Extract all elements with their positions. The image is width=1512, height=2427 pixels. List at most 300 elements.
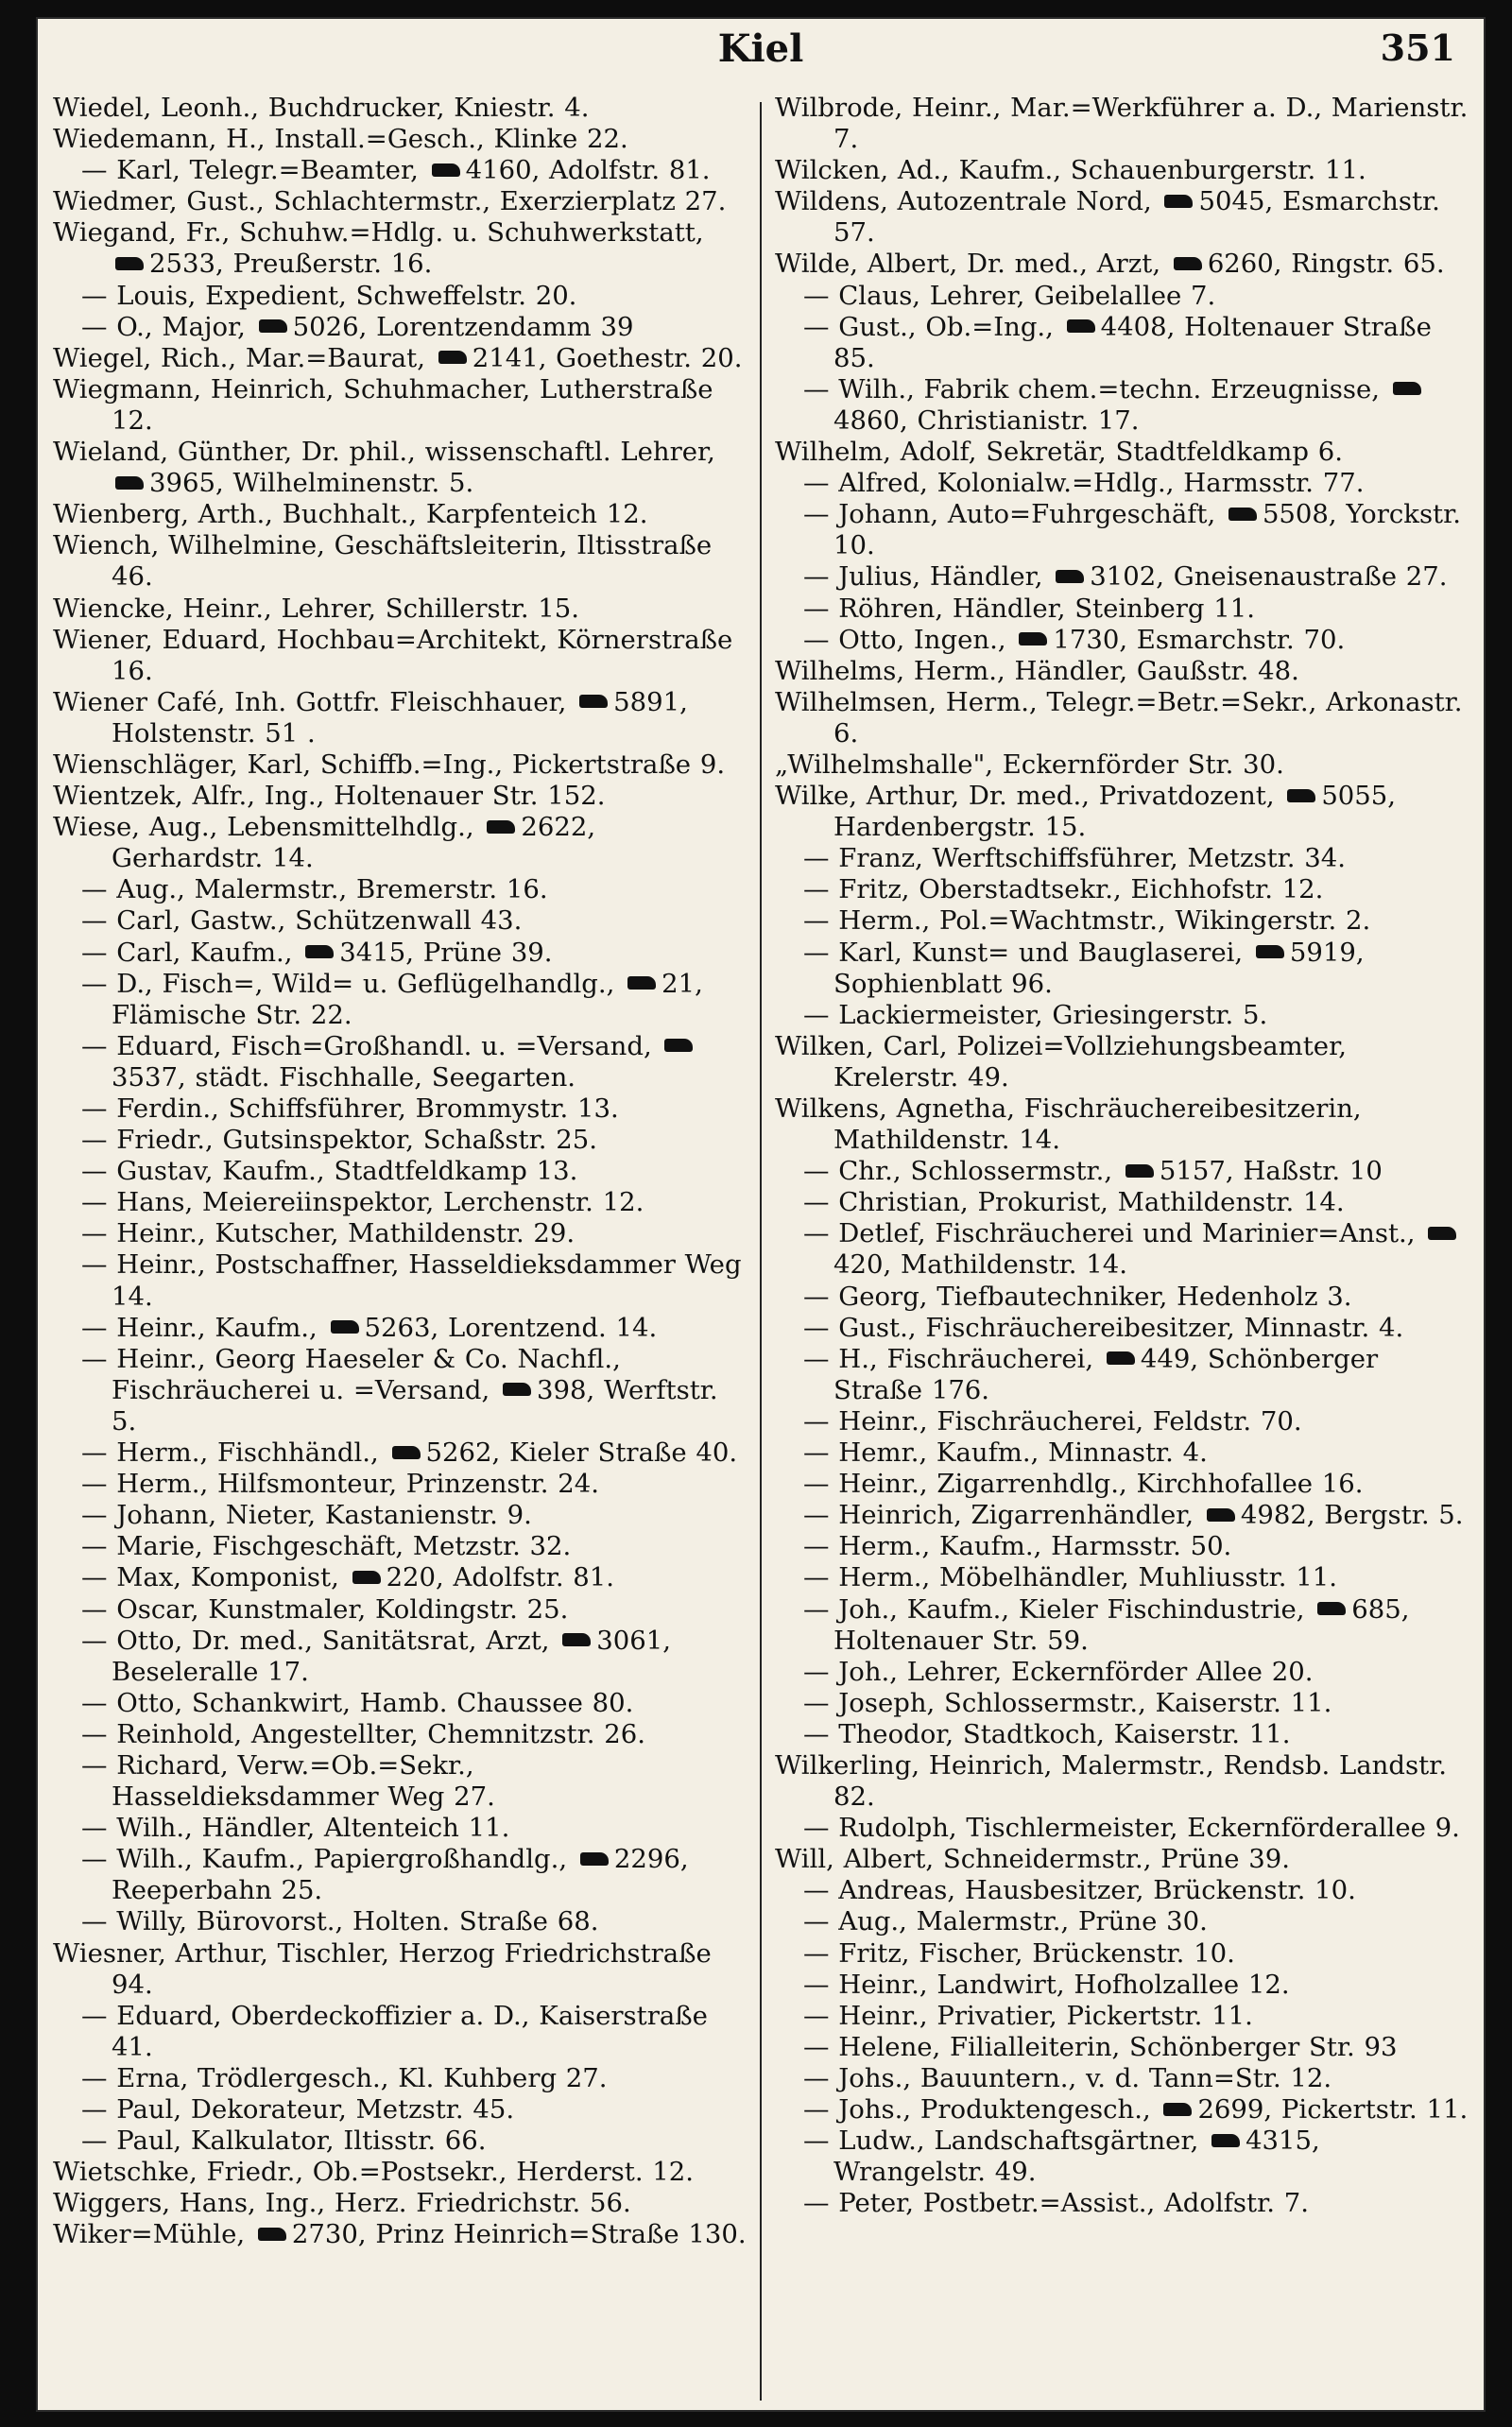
entry-text: Wilhelmsen, Herm., Telegr.=Betr.=Sekr., Arkonastr. 6.	[775, 686, 1463, 749]
phone-number: 420,	[833, 1249, 892, 1281]
telephone-icon	[1317, 1602, 1346, 1615]
entry-text: Georg, Tiefbautechniker, Hedenholz 3.	[838, 1281, 1352, 1312]
entry-text: Herm., Hilfsmonteur, Prinzenstr. 24.	[116, 1469, 599, 1500]
directory-entry	[53, 749, 747, 781]
entry-text: Wienschläger, Karl, Schiffb.=Ing., Pickertstraße 9.	[53, 749, 726, 780]
directory-entry	[775, 1875, 1469, 1906]
directory-entry	[775, 249, 1469, 280]
entry-text: Eduard, Fisch=Großhandl. u. =Versand,	[116, 1030, 662, 1061]
entry-text: D., Fisch=, Wild= u. Geflügelhandlg.,	[116, 968, 625, 999]
directory-entry	[53, 2001, 747, 2063]
directory-page	[38, 19, 1484, 2410]
phone-number: 5263,	[364, 1312, 439, 1343]
directory-entry	[775, 2094, 1469, 2126]
directory-entry	[775, 1906, 1469, 1937]
entry-text: Wiegel, Rich., Mar.=Baurat,	[53, 342, 435, 373]
telephone-icon	[562, 1633, 591, 1646]
directory-entry	[775, 1657, 1469, 1688]
entry-text: Helene, Filialleiterin, Schönberger Str. 93	[838, 2031, 1398, 2062]
entry-text-continued: Schönberger Straße 176.	[833, 1343, 1379, 1405]
directory-entry	[53, 1688, 747, 1719]
telephone-icon	[305, 945, 334, 958]
entry-text: Joh., Kaufm., Kieler Fischindustrie,	[838, 1593, 1314, 1625]
entry-text: Oscar, Kunstmaler, Koldingstr. 25.	[116, 1593, 569, 1625]
entry-text: Herm., Fischhändl.,	[116, 1437, 388, 1469]
directory-entry	[53, 1938, 747, 2001]
directory-entry	[775, 749, 1469, 781]
directory-entry	[775, 1719, 1469, 1750]
phone-number: 21,	[662, 968, 703, 999]
directory-entry	[53, 1469, 747, 1500]
entry-text-continued: Kieler Straße 40.	[500, 1437, 738, 1469]
phone-number: 5026,	[292, 311, 368, 342]
entry-text: Wieland, Günther, Dr. phil., wissenschaftl. Lehrer,	[53, 437, 715, 468]
phone-number: 5055,	[1321, 781, 1397, 812]
directory-entry	[775, 1218, 1469, 1281]
entry-text: Ferdin., Schiffsführer, Brommystr. 13.	[116, 1093, 619, 1124]
directory-entry	[775, 1469, 1469, 1500]
telephone-icon	[1107, 1351, 1135, 1365]
entry-text: Wiggers, Hans, Ing., Herz. Friedrichstr. 56.	[53, 2188, 631, 2219]
entry-text-continued: Gneisenaustraße 27.	[1164, 561, 1448, 593]
entry-text: Aug., Malermstr., Prüne 30.	[838, 1906, 1208, 1937]
telephone-icon	[1019, 632, 1047, 645]
directory-entry	[53, 343, 747, 374]
entry-text: Hemr., Kaufm., Minnastr. 4.	[838, 1437, 1208, 1469]
entry-text: Johs., Bauuntern., v. d. Tann=Str. 12.	[838, 2062, 1332, 2093]
entry-text: Wiker=Mühle,	[53, 2219, 254, 2250]
entry-text-continued: Preußerstr. 16.	[223, 249, 433, 280]
phone-number: 5919,	[1289, 937, 1365, 968]
phone-number: 3102,	[1090, 561, 1164, 593]
telephone-icon	[503, 1383, 531, 1396]
directory-entry	[53, 1249, 747, 1312]
directory-entry	[775, 1093, 1469, 1156]
entry-text: Karl, Telegr.=Beamter,	[116, 155, 428, 186]
directory-entry	[53, 1594, 747, 1626]
phone-number: 5508,	[1262, 499, 1337, 530]
entry-text-continued: Gerhardstr. 14.	[112, 843, 314, 874]
entry-text: Heinr., Landwirt, Hofholzallee 12.	[838, 1969, 1290, 2000]
entry-text: Wiedel, Leonh., Buchdrucker, Kniestr. 4.	[53, 93, 590, 123]
entry-text-continued: Yorckstr. 10.	[833, 499, 1461, 561]
directory-entry	[775, 1187, 1469, 1218]
entry-text: Heinr., Georg Haeseler & Co. Nachfl., Fischräucherei u. =Versand,	[112, 1343, 621, 1405]
phone-number: 2296,	[613, 1844, 689, 1875]
telephone-icon	[1056, 570, 1084, 583]
directory-entry	[53, 155, 747, 186]
entry-text: Wiener Café, Inh. Gottfr. Fleischhauer,	[53, 686, 576, 717]
telephone-icon	[1163, 2103, 1192, 2116]
directory-entry	[53, 1906, 747, 1937]
directory-entry	[53, 969, 747, 1031]
entry-text-continued: Goethestr. 20.	[546, 342, 743, 373]
directory-entry	[53, 812, 747, 874]
directory-entry	[53, 437, 747, 499]
entry-text: Wiesner, Arthur, Tischler, Herzog Friedrichstraße 94.	[53, 1937, 712, 2000]
entry-text-continued: städt. Fischhalle, Seegarten.	[185, 1061, 576, 1093]
entry-text: Otto, Ingen.,	[838, 624, 1016, 655]
directory-entry	[775, 1406, 1469, 1437]
directory-entry	[53, 1437, 747, 1469]
telephone-icon	[258, 2228, 286, 2241]
phone-number: 3415,	[339, 937, 414, 968]
entry-text: Erna, Trödlergesch., Kl. Kuhberg 27.	[116, 2062, 608, 2093]
directory-entry	[775, 938, 1469, 1000]
entry-text-continued: Mathildenstr. 14.	[891, 1249, 1127, 1281]
directory-entry	[775, 2032, 1469, 2063]
directory-entry	[775, 1156, 1469, 1187]
entry-text: Paul, Dekorateur, Metzstr. 45.	[116, 2094, 515, 2125]
directory-entry	[53, 1218, 747, 1249]
entry-text: Max, Komponist,	[116, 1562, 349, 1593]
directory-entry	[53, 530, 747, 593]
phone-number: 6260,	[1207, 249, 1282, 280]
entry-text: Chr., Schlossermstr.,	[838, 1156, 1122, 1187]
directory-entry	[53, 1813, 747, 1844]
directory-entry	[775, 499, 1469, 561]
entry-text: Wilcken, Ad., Kaufm., Schauenburgerstr. 11.	[775, 155, 1366, 186]
telephone-icon	[627, 976, 656, 990]
telephone-icon	[331, 1320, 359, 1334]
directory-entry	[53, 1531, 747, 1562]
entry-text: Gust., Ob.=Ing.,	[838, 311, 1063, 342]
phone-number: 2730,	[291, 2219, 367, 2250]
telephone-icon	[259, 319, 287, 333]
entry-text-continued: Adolfstr. 81.	[443, 1562, 615, 1593]
entry-text-continued: Ringstr. 65.	[1281, 249, 1445, 280]
entry-text: Wilbrode, Heinr., Mar.=Werkführer a. D., Marienstr. 7.	[775, 93, 1469, 155]
phone-number: 5891,	[613, 686, 688, 717]
entry-text-continued: Esmarchstr. 57.	[833, 186, 1440, 249]
telephone-icon	[1428, 1227, 1456, 1240]
entry-text: Otto, Dr. med., Sanitätsrat, Arzt,	[116, 1625, 559, 1656]
entry-text: Joseph, Schlossermstr., Kaiserstr. 11.	[838, 1687, 1332, 1718]
phone-number: 4982,	[1240, 1500, 1315, 1531]
left-column	[47, 93, 760, 2401]
entry-text: Willy, Bürovorst., Holten. Straße 68.	[116, 1906, 599, 1937]
entry-text: Wilkerling, Heinrich, Malermstr., Rendsb. Landstr. 82.	[775, 1749, 1447, 1813]
directory-entry	[53, 1031, 747, 1093]
entry-text: Heinr., Fischräucherei, Feldstr. 70.	[838, 1405, 1302, 1437]
entry-text: Heinr., Privatier, Pickertstr. 11.	[838, 2000, 1253, 2031]
entry-text: Paul, Kalkulator, Iltisstr. 66.	[116, 2126, 487, 2157]
directory-entry	[53, 1344, 747, 1437]
directory-entry	[775, 2126, 1469, 2188]
directory-entry	[775, 468, 1469, 499]
telephone-icon	[115, 257, 144, 270]
entry-text: „Wilhelmshalle", Eckernförder Str. 30.	[775, 749, 1284, 780]
phone-number: 4860,	[833, 404, 908, 436]
entry-text: Aug., Malermstr., Bremerstr. 16.	[116, 874, 548, 905]
entry-text: Wiedemann, H., Install.=Gesch., Klinke 22.	[53, 124, 628, 155]
directory-entry	[53, 2188, 747, 2219]
directory-entry	[53, 2157, 747, 2188]
directory-entry	[53, 781, 747, 812]
telephone-icon	[1174, 257, 1202, 270]
telephone-icon	[1256, 945, 1284, 958]
entry-text: Fritz, Fischer, Brückenstr. 10.	[838, 1937, 1235, 1969]
directory-entry	[775, 186, 1469, 249]
telephone-icon	[1228, 508, 1257, 521]
entry-text-continued: Prinz Heinrich=Straße 130.	[366, 2219, 747, 2250]
directory-entry	[775, 874, 1469, 905]
directory-entry	[53, 2063, 747, 2094]
entry-text: Wilh., Händler, Altenteich 11.	[116, 1813, 510, 1844]
directory-entry	[775, 656, 1469, 687]
directory-entry	[775, 625, 1469, 656]
phone-number: 2533,	[149, 249, 224, 280]
entry-text-continued: Lorentzend. 14.	[438, 1312, 658, 1343]
entry-text: Alfred, Kolonialw.=Hdlg., Harmsstr. 77.	[838, 468, 1365, 499]
entry-text: Reinhold, Angestellter, Chemnitzstr. 26.	[116, 1718, 645, 1749]
telephone-icon	[392, 1446, 421, 1459]
entry-text: Wildens, Autozentrale Nord,	[775, 186, 1161, 217]
entry-text: Wientzek, Alfr., Ing., Holtenauer Str. 152.	[53, 781, 606, 812]
entry-text: Wilken, Carl, Polizei=Vollziehungsbeamter, Krelerstr. 49.	[775, 1030, 1347, 1093]
entry-text: Lackiermeister, Griesingerstr. 5.	[838, 999, 1268, 1030]
directory-entry	[53, 938, 747, 969]
entry-text: Wiese, Aug., Lebensmittelhdlg.,	[53, 812, 484, 843]
directory-entry	[53, 2219, 747, 2250]
directory-entry	[53, 594, 747, 625]
directory-entry	[775, 1970, 1469, 2001]
directory-columns	[47, 93, 1474, 2401]
entry-text: Heinr., Kaufm.,	[116, 1312, 327, 1343]
directory-entry	[775, 1750, 1469, 1813]
telephone-icon	[580, 1852, 609, 1866]
entry-text: Wilke, Arthur, Dr. med., Privatdozent,	[775, 781, 1284, 812]
directory-entry	[53, 687, 747, 749]
telephone-icon	[1067, 319, 1095, 333]
entry-text: O., Major,	[116, 311, 255, 342]
telephone-icon	[1393, 382, 1421, 395]
entry-text: Rudolph, Tischlermeister, Eckernförderallee 9.	[838, 1813, 1460, 1844]
entry-text-continued: Bergstr. 5.	[1314, 1500, 1464, 1531]
entry-text: Johann, Auto=Fuhrgeschäft,	[838, 499, 1225, 530]
entry-text: Will, Albert, Schneidermstr., Prüne 39.	[775, 1844, 1291, 1875]
directory-entry	[775, 1000, 1469, 1031]
phone-number: 4408,	[1100, 311, 1176, 342]
directory-entry	[53, 499, 747, 530]
entry-text: Fritz, Oberstadtsekr., Eichhofstr. 12.	[838, 874, 1324, 905]
entry-text-continued: Wilhelminenstr. 5.	[223, 468, 474, 499]
entry-text: Heinr., Postschaffner, Hasseldieksdammer Weg 14.	[112, 1249, 742, 1312]
entry-text: Johann, Nieter, Kastanienstr. 9.	[116, 1500, 532, 1531]
directory-entry	[53, 874, 747, 905]
entry-text: Louis, Expedient, Schweffelstr. 20.	[116, 280, 577, 311]
entry-text: Herm., Pol.=Wachtmstr., Wikingerstr. 2.	[838, 905, 1371, 937]
entry-text: Wilh., Kaufm., Papiergroßhandlg.,	[116, 1844, 576, 1875]
entry-text-continued: Lorentzendamm 39	[367, 311, 634, 342]
directory-entry	[53, 1750, 747, 1813]
directory-entry	[53, 905, 747, 937]
entry-text: Wietschke, Friedr., Ob.=Postsekr., Herderst. 12.	[53, 2157, 695, 2188]
entry-text: Detlef, Fischräucherei und Marinier=Anst.,	[838, 1218, 1425, 1249]
directory-entry	[775, 1688, 1469, 1719]
directory-entry	[775, 1594, 1469, 1657]
entry-text: Ludw., Landschaftsgärtner,	[838, 2126, 1209, 2157]
entry-text: Wienberg, Arth., Buchhalt., Karpfenteich 12.	[53, 499, 648, 530]
telephone-icon	[438, 351, 467, 364]
entry-text: Hans, Meiereiinspektor, Lerchenstr. 12.	[116, 1187, 644, 1218]
phone-number: 2699,	[1197, 2094, 1273, 2125]
directory-entry	[775, 1938, 1469, 1970]
directory-entry	[53, 625, 747, 687]
entry-text: Wilh., Fabrik chem.=techn. Erzeugnisse,	[838, 373, 1389, 404]
entry-text: Richard, Verw.=Ob.=Sekr., Hasseldieksdammer Weg 27.	[112, 1749, 495, 1813]
entry-text-continued: Pickertstr. 11.	[1272, 2094, 1469, 2125]
phone-number: 5262,	[425, 1437, 501, 1469]
directory-entry	[775, 594, 1469, 625]
directory-entry	[53, 1125, 747, 1156]
directory-entry	[775, 1313, 1469, 1344]
entry-text: Heinr., Zigarrenhdlg., Kirchhofallee 16.	[838, 1469, 1364, 1500]
directory-entry	[775, 1031, 1469, 1093]
entry-text-continued: Prüne 39.	[413, 937, 553, 968]
phone-number: 398,	[537, 1374, 595, 1405]
directory-entry	[775, 1813, 1469, 1844]
directory-entry	[775, 2063, 1469, 2094]
entry-text: Carl, Gastw., Schützenwall 43.	[116, 905, 523, 937]
phone-number: 449,	[1140, 1343, 1199, 1374]
entry-text: Wiedmer, Gust., Schlachtermstr., Exerzierplatz 27.	[53, 186, 727, 217]
directory-entry	[53, 1187, 747, 1218]
phone-number: 5045,	[1198, 186, 1274, 217]
directory-entry	[775, 1282, 1469, 1313]
directory-entry	[775, 1344, 1469, 1406]
directory-entry	[775, 312, 1469, 374]
directory-entry	[775, 1531, 1469, 1562]
directory-entry	[53, 1156, 747, 1187]
entry-text: Wiencke, Heinr., Lehrer, Schillerstr. 15.	[53, 593, 580, 624]
directory-entry	[775, 1844, 1469, 1875]
directory-entry	[775, 374, 1469, 437]
directory-entry	[53, 1626, 747, 1688]
directory-entry	[53, 281, 747, 312]
phone-number: 3061,	[596, 1625, 671, 1656]
entry-text-continued: Reeperbahn 25.	[112, 1875, 323, 1906]
directory-entry	[775, 843, 1469, 874]
entry-text: Wiench, Wilhelmine, Geschäftsleiterin, Iltisstraße 46.	[53, 530, 713, 593]
entry-text: Johs., Produktengesch.,	[838, 2094, 1160, 2125]
phone-number: 685,	[1351, 1593, 1410, 1625]
directory-entry	[775, 561, 1469, 593]
directory-entry	[775, 1437, 1469, 1469]
entry-text: Christian, Prokurist, Mathildenstr. 14.	[838, 1187, 1345, 1218]
entry-text: Julius, Händler,	[838, 561, 1053, 593]
directory-entry	[53, 217, 747, 280]
telephone-icon	[1207, 1508, 1235, 1522]
right-column	[762, 93, 1474, 2401]
entry-text-continued: Beseleralle 17.	[112, 1656, 309, 1687]
directory-entry	[775, 781, 1469, 843]
entry-text-continued: Esmarchstr. 70.	[1127, 624, 1346, 655]
directory-entry	[775, 905, 1469, 937]
entry-text: Franz, Werftschiffsführer, Metzstr. 34.	[838, 843, 1347, 874]
entry-text: Theodor, Stadtkoch, Kaiserstr. 11.	[838, 1718, 1291, 1749]
phone-number: 220,	[386, 1562, 444, 1593]
phone-number: 5157,	[1159, 1156, 1234, 1187]
directory-entry	[775, 155, 1469, 186]
entry-text: Carl, Kaufm.,	[116, 937, 302, 968]
entry-text: Joh., Lehrer, Eckernförder Allee 20.	[838, 1656, 1314, 1687]
entry-text: Wilkens, Agnetha, Fischräuchereibesitzerin, Mathildenstr. 14.	[775, 1093, 1362, 1156]
telephone-icon	[579, 695, 608, 708]
phone-number: 4160,	[465, 155, 541, 186]
entry-text: Marie, Fischgeschäft, Metzstr. 32.	[116, 1531, 572, 1562]
entry-text: Wiener, Eduard, Hochbau=Architekt, Körnerstraße 16.	[53, 624, 733, 686]
directory-entry	[775, 93, 1469, 155]
directory-entry	[775, 2188, 1469, 2219]
entry-text: Eduard, Oberdeckoffizier a. D., Kaiserstraße 41.	[112, 2000, 708, 2062]
entry-text: Gust., Fischräuchereibesitzer, Minnastr. 4.	[838, 1312, 1404, 1343]
phone-number: 1730,	[1053, 624, 1128, 655]
entry-text-continued: Sophienblatt 96.	[833, 968, 1053, 999]
directory-entry	[53, 2126, 747, 2157]
phone-number: 3537,	[112, 1061, 186, 1093]
entry-text-continued: Holtenauer Str. 59.	[833, 1625, 1089, 1656]
entry-text: Andreas, Hausbesitzer, Brückenstr. 10.	[838, 1875, 1356, 1906]
entry-text: Heinr., Kutscher, Mathildenstr. 29.	[116, 1218, 576, 1249]
directory-entry	[775, 437, 1469, 468]
directory-entry	[53, 1500, 747, 1531]
entry-text: Wilhelms, Herm., Händler, Gaußstr. 48.	[775, 655, 1299, 686]
entry-text: Herm., Kaufm., Harmsstr. 50.	[838, 1531, 1232, 1562]
entry-text: Peter, Postbetr.=Assist., Adolfstr. 7.	[838, 2188, 1309, 2219]
phone-number: 4315,	[1246, 2126, 1320, 2157]
telephone-icon	[1287, 789, 1315, 802]
entry-text-continued: Haßstr. 10	[1233, 1156, 1383, 1187]
directory-entry	[53, 1093, 747, 1125]
telephone-icon	[487, 820, 515, 834]
entry-text: H., Fischräucherei,	[838, 1343, 1103, 1374]
entry-text: Herm., Möbelhändler, Muhliusstr. 11.	[838, 1562, 1337, 1593]
directory-entry	[53, 1844, 747, 1906]
telephone-icon	[664, 1039, 693, 1052]
entry-text-continued: Flämische Str. 22.	[112, 999, 352, 1030]
entry-text-continued: Holstenstr. 51 .	[112, 717, 316, 749]
entry-text: Wiegmann, Heinrich, Schuhmacher, Lutherstraße 12.	[53, 373, 713, 436]
directory-entry	[53, 186, 747, 217]
entry-text: Otto, Schankwirt, Hamb. Chaussee 80.	[116, 1687, 634, 1718]
phone-number: 2141,	[472, 342, 547, 373]
entry-text: Gustav, Kaufm., Stadtfeldkamp 13.	[116, 1156, 578, 1187]
directory-entry	[775, 687, 1469, 749]
page-title: Kiel	[717, 26, 804, 71]
entry-text-continued: Werftstr. 5.	[112, 1374, 718, 1437]
directory-entry	[775, 281, 1469, 312]
telephone-icon	[432, 164, 460, 177]
telephone-icon	[1211, 2134, 1240, 2147]
telephone-icon	[1125, 1164, 1154, 1178]
page-header	[38, 19, 1484, 79]
directory-entry	[53, 374, 747, 437]
directory-entry	[53, 312, 747, 343]
entry-text-continued: Holtenauer Straße 85.	[833, 311, 1432, 373]
phone-number: 3965,	[149, 468, 224, 499]
directory-entry	[775, 1562, 1469, 1593]
directory-entry	[53, 124, 747, 155]
entry-text: Friedr., Gutsinspektor, Schaßstr. 25.	[116, 1125, 597, 1156]
entry-text-continued: Adolfstr. 81.	[540, 155, 711, 186]
telephone-icon	[352, 1571, 381, 1584]
page-number: 351	[1380, 26, 1455, 69]
telephone-icon	[115, 476, 144, 490]
directory-entry	[53, 93, 747, 124]
entry-text-continued: Wrangelstr. 49.	[833, 2157, 1037, 2188]
entry-text: Röhren, Händler, Steinberg 11.	[838, 593, 1255, 624]
